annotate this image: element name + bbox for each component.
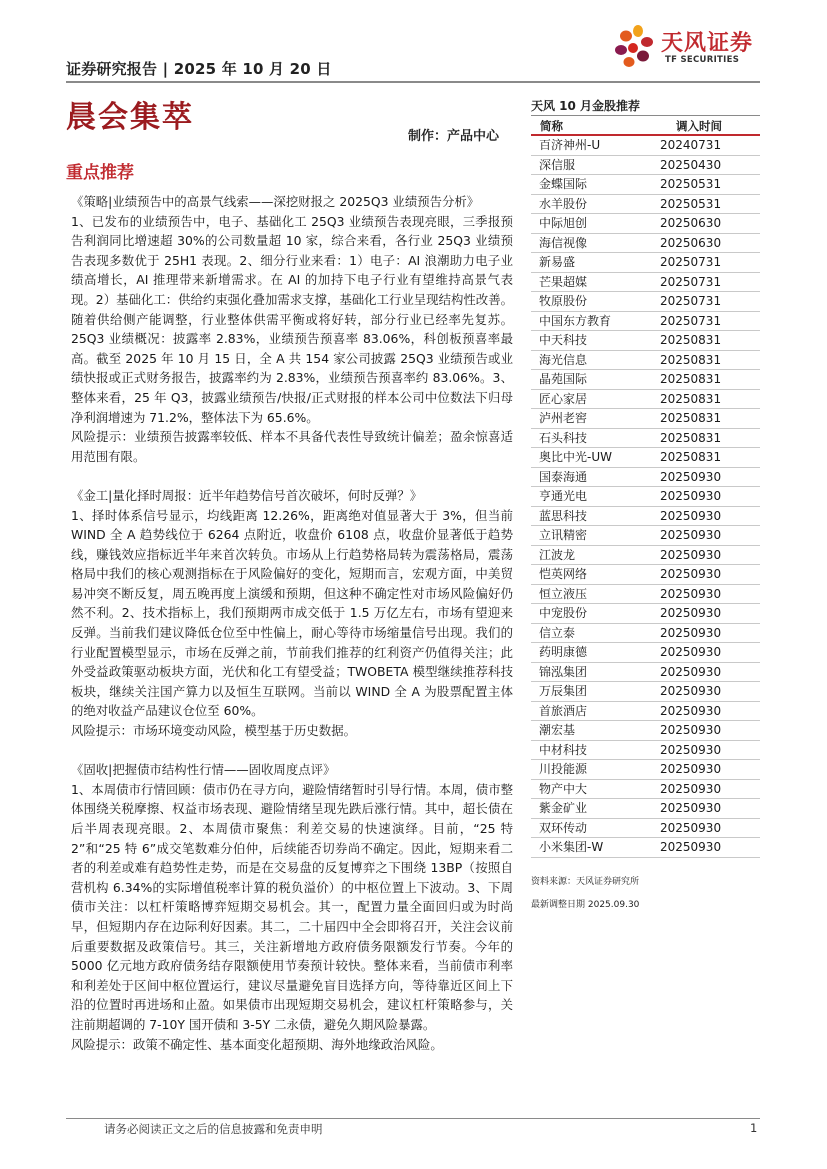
stock-name: 水羊股份 — [539, 196, 588, 211]
document-title: 晨会集萃 — [66, 100, 194, 135]
entry-date: 20250930 — [660, 606, 722, 620]
table-row — [531, 195, 760, 215]
entry-date: 20250630 — [660, 235, 722, 250]
table-row — [531, 682, 760, 702]
sidebar-title: 天风 10 月金股推荐 — [531, 97, 760, 116]
table-row — [531, 468, 760, 488]
footer-disclaimer: 请务必阅读正文之后的信息披露和免责申明 — [104, 1122, 323, 1136]
stock-name: 恒立液压 — [539, 586, 588, 601]
table-row — [531, 819, 760, 839]
table-row — [531, 663, 760, 683]
logo-text-cn: 天风证券 — [661, 31, 754, 56]
table-row — [531, 526, 760, 546]
table-row — [531, 351, 760, 371]
stock-name: 牧原股份 — [539, 294, 588, 308]
entry-date: 20250630 — [660, 216, 722, 230]
table-row — [531, 331, 760, 351]
entry-date: 20250930 — [660, 801, 722, 815]
stock-name: 潮宏基 — [539, 723, 576, 737]
stock-name: 亨通光电 — [539, 489, 588, 503]
table-body — [531, 136, 760, 858]
entry-date: 20250531 — [660, 196, 722, 211]
entry-date: 20250831 — [660, 450, 722, 464]
table-row — [531, 507, 760, 527]
article-body: 1、本周债市行情回顾：债市仍在寻方向，避险情绪暂时引导行情。本周，债市整体围绕关税摩擦、权益市场表现、避险情绪呈现先跌后涨行情。其中，超长债在后半周表现亮眼。2、本周债市聚焦：利差交易的快速演绎。目前，“25 特 2”和“25 特 6”成交笔数难分伯仲，后续能否切券尚不确定。因此，短期来看二者的利差或难有趋势性走势，而是在交易盘的反复博弈之下围绕 13BP（按照自营机构 6.34%的实际增值税率计算的税负溢价）的中枢位置上下波动。3、下周债市关注：以杠杆策略博弈短期交易机会。其一，配置力量全面回归或为时尚早，但短期内存在边际利好因素。其二，二十届四中全会即将召开，关注会议前后重要数据及政策信号。其三，关注新增地方政府债务限额发行节奏。今年的 5000 亿元地方政府债务结存限额使用节奏预计较快。整体来看，当前债市利率和利差处于区间中枢位置运行，建议尽量避免盲目选择方向，等待靠近区间上下沿的位置时再进场和止盈。如果债市出现短期交易机会，建议杠杆策略参与，关注前期超调的 7-10Y 国开债和 3-5Y 二永债，避免久期风险暴露。 — [71, 781, 513, 1032]
table-row — [531, 624, 760, 644]
stock-name: 中天科技 — [539, 333, 588, 347]
stock-name: 百济神州-U — [539, 138, 601, 152]
entry-date: 20250831 — [660, 352, 722, 367]
column-header-date: 调入时间 — [676, 119, 722, 133]
entry-date: 20250930 — [660, 645, 722, 659]
table-row — [531, 273, 760, 293]
entry-date: 20250930 — [660, 762, 722, 776]
stock-name: 双环传动 — [539, 820, 588, 835]
article-block — [71, 486, 513, 741]
table-row — [531, 429, 760, 449]
table-row — [531, 448, 760, 468]
table-row — [531, 312, 760, 332]
entry-date: 20250731 — [660, 313, 722, 328]
entry-date: 20250930 — [660, 820, 722, 835]
table-row — [531, 546, 760, 566]
stock-name: 晶苑国际 — [539, 372, 588, 386]
entry-date: 20250930 — [660, 625, 722, 640]
table-row — [531, 760, 760, 780]
entry-date: 20250831 — [660, 391, 722, 406]
table-row — [531, 390, 760, 410]
table-row — [531, 604, 760, 624]
article-block — [71, 760, 513, 1054]
entry-date: 20250930 — [660, 664, 722, 679]
stock-name: 海光信息 — [539, 352, 588, 367]
entry-date: 20250731 — [660, 255, 722, 269]
table-row — [531, 838, 760, 858]
table-row — [531, 565, 760, 585]
stock-name: 中材科技 — [539, 742, 588, 757]
entry-date: 20250731 — [660, 294, 722, 308]
tf-securities-logo — [611, 22, 771, 72]
stock-name: 深信服 — [539, 157, 576, 172]
section-title: 重点推荐 — [66, 163, 134, 183]
table-row — [531, 780, 760, 800]
stock-name: 万辰集团 — [539, 684, 588, 698]
logo-flower-icon — [611, 22, 659, 72]
entry-date: 20250531 — [660, 177, 722, 191]
stock-name: 物产中大 — [539, 781, 588, 796]
stock-name: 小米集团-W — [539, 840, 604, 854]
article-heading: 《策略|业绩预告中的高景气线索——深挖财报之 2025Q3 业绩预告分析》 — [71, 194, 480, 209]
entry-date: 20250831 — [660, 430, 722, 445]
entry-date: 20250930 — [660, 469, 722, 484]
stock-name: 紫金矿业 — [539, 801, 588, 815]
stock-name: 国泰海通 — [539, 469, 588, 484]
table-row — [531, 214, 760, 234]
table-row — [531, 585, 760, 605]
stock-name: 首旅酒店 — [539, 703, 588, 718]
table-row — [531, 292, 760, 312]
entry-date: 20250930 — [660, 742, 722, 757]
entry-date: 20250930 — [660, 567, 722, 581]
table-row — [531, 702, 760, 722]
entry-date: 20250930 — [660, 781, 722, 796]
article-risk: 风险提示：市场环境变动风险，模型基于历史数据。 — [71, 723, 356, 739]
table-row — [531, 253, 760, 273]
article-heading: 《固收|把握债市结构性行情——固收周度点评》 — [71, 762, 336, 778]
table-row — [531, 799, 760, 819]
column-header-name: 简称 — [540, 119, 563, 133]
entry-date: 20250930 — [660, 489, 722, 503]
page-number: 1 — [750, 1121, 758, 1135]
header-rule — [66, 81, 760, 83]
entry-date: 20250930 — [660, 703, 722, 718]
golden-stock-sidebar — [531, 97, 760, 910]
footer-rule — [66, 1118, 760, 1119]
entry-date: 20250930 — [660, 684, 722, 698]
entry-date: 20250930 — [660, 723, 722, 737]
table-row — [531, 409, 760, 429]
entry-date: 20250731 — [660, 274, 722, 289]
entry-date: 20250831 — [660, 411, 722, 425]
table-row — [531, 643, 760, 663]
stock-name: 药明康德 — [539, 645, 588, 659]
table-row — [531, 156, 760, 176]
table-header — [531, 116, 760, 136]
sidebar-updated: 最新调整日期 2025.09.30 — [531, 899, 640, 910]
table-row — [531, 175, 760, 195]
table-row — [531, 487, 760, 507]
stock-name: 恺英网络 — [539, 567, 588, 581]
stock-name: 新易盛 — [539, 255, 576, 269]
article-risk: 风险提示：政策不确定性、基本面变化超预期、海外地缘政治风险。 — [71, 1036, 443, 1052]
stock-name: 海信视像 — [539, 235, 588, 250]
entry-date: 20250930 — [660, 840, 722, 854]
table-row — [531, 234, 760, 254]
stock-name: 中国东方教育 — [539, 313, 612, 328]
stock-name: 蓝思科技 — [539, 508, 588, 523]
sidebar-source: 资料来源：天风证券研究所 — [531, 876, 640, 887]
article-body: 1、择时体系信号显示，均线距离 12.26%，距离绝对值显著大于 3%，但当前 WIND 全 A 趋势线位于 6264 点附近，收盘价 6108 点，收盘价显著低于趋势线，赚钱效应指标近半年来首次转负。市场从上行趋势格局转为震荡格局，震荡格局中我们的核心观测指标在于风险偏好的变化，短期而言，宏观方面，中美贸易冲突不断反复，周五晚再度上演缓和预期，但这种不确定性对市场风险偏好仍然不利。2、技术指标上，我们预期两市成交低于 1.5 万亿左右，市场有望迎来反弹。当前我们建议降低仓位至中性偏上，耐心等待市场缩量信号出现。我们的行业配置模型显示，市场在反弹之前，节前我们推荐的红利资产仍值得关注；此外受益政策驱动板块方面，光伏和化工有望受益；TWOBETA 模型继续推荐科技板块，继续关注国产算力以及恒生互联网。当前以 WIND 全 A 为股票配置主体的绝对收益产品建议仓位至 60%。 — [71, 507, 513, 719]
stock-name: 芒果超媒 — [539, 274, 588, 289]
entry-date: 20250930 — [660, 528, 722, 542]
table-row — [531, 721, 760, 741]
main-content — [71, 192, 513, 1074]
stock-name: 石头科技 — [539, 430, 588, 445]
entry-date: 20240731 — [660, 138, 722, 152]
entry-date: 20250930 — [660, 508, 722, 523]
stock-name: 江波龙 — [539, 547, 576, 562]
stock-name: 锦泓集团 — [539, 664, 588, 679]
article-heading: 《金工|量化择时周报：近半年趋势信号首次破坏，何时反弹？》 — [71, 487, 423, 503]
entry-date: 20250930 — [660, 586, 722, 601]
entry-date: 20250831 — [660, 372, 722, 386]
stock-name: 奥比中光-UW — [539, 450, 612, 464]
article-block — [71, 192, 513, 466]
article-body: 1、已发布的业绩预告中，电子、基础化工 25Q3 业绩预告表现亮眼，三季报预告利润同比增速超 30%的公司数量超 10 家，综合来看，各行业 25Q3 业绩预告表现多数优于 25H1 表现。2、细分行业来看：1）电子：AI 浪潮助力电子业绩高增长，AI 推理带来新增需求。在 AI 的加持下电子行业有望维持高景气表现。2）基础化工：供给约束强化叠加需求支撑，基础化工行业呈现结构性改善。随着供给侧产能调整，行业整体供需平衡或将好转，部分行业已经率先复苏。25Q3 业绩概况：披露率 2.83%，业绩预告预喜率 83.06%，科创板预喜率最高。截至 2025 年 10 月 15 日，全 A 共 154 家公司披露 25Q3 业绩预告或业绩快报或正式财务报告，披露率约为 2.83%，业绩预告预喜率约 83.06%。3、整体来看，25 年 Q3，披露业绩预告/快报/正式财报的样本公司中位数法下归母净利润增速为 71.2%，整体法下为 65.6%。 — [71, 213, 513, 425]
table-row — [531, 136, 760, 156]
maker-credit: 制作：产品中心 — [408, 129, 500, 144]
stock-name: 中宠股份 — [539, 606, 588, 620]
stock-name: 中际旭创 — [539, 216, 588, 230]
stock-name: 泸州老窖 — [539, 411, 588, 425]
stock-name: 立讯精密 — [539, 528, 588, 542]
stock-name: 川投能源 — [539, 762, 588, 776]
table-row — [531, 370, 760, 390]
stock-name: 信立泰 — [539, 625, 576, 640]
stock-name: 匠心家居 — [539, 391, 588, 406]
table-row — [531, 741, 760, 761]
entry-date: 20250430 — [660, 157, 722, 172]
entry-date: 20250831 — [660, 333, 722, 347]
entry-date: 20250930 — [660, 547, 722, 562]
logo-text-en: TF SECURITIES — [665, 55, 740, 65]
article-risk: 风险提示：业绩预告披露率较低、样本不具备代表性导致统计偏差；盈余惊喜适用范围有限。 — [71, 429, 513, 464]
report-date-line: 证券研究报告 | 2025 年 10 月 20 日 — [66, 60, 332, 78]
stock-name: 金蝶国际 — [539, 177, 588, 191]
